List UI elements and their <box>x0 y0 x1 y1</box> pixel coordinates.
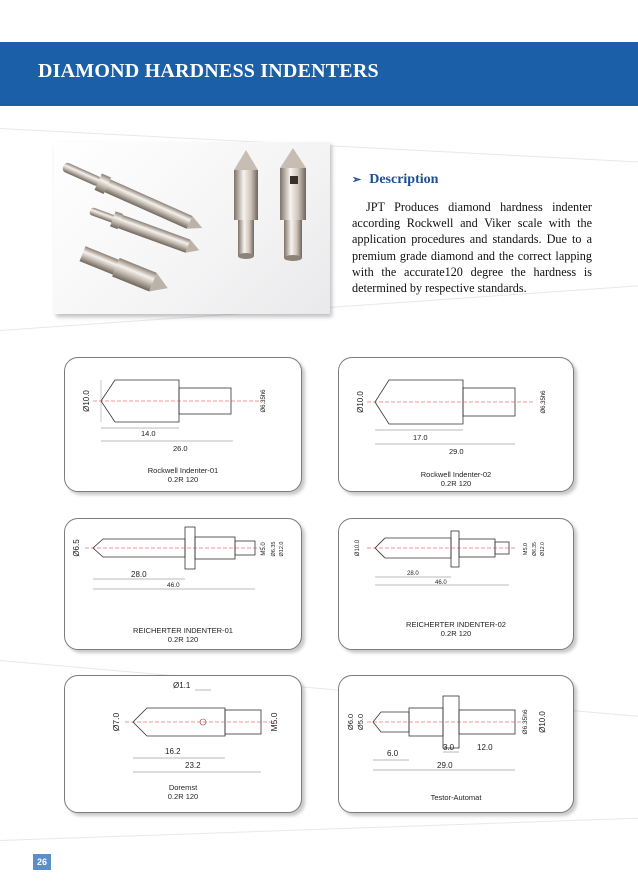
drawing-testor-automat <box>339 676 573 812</box>
dim-tip-diameter: Ø6.0 <box>346 713 355 731</box>
drawing-card-rockwell-02 <box>338 357 574 492</box>
dim-diameter: Ø10.0 <box>82 390 91 412</box>
page-header <box>0 42 638 106</box>
description-text: JPT Produces diamond hardness indenter according Rockwell and Viker scale with the application procedures and standards. Due to a premium grade diamond and the correct lapping with the accurate120 degree the hardness is determined by respective standards. <box>352 200 592 296</box>
dim-body-diameter: Ø5.0 <box>356 713 365 731</box>
drawing-caption: Doremst 0.2R 120 <box>167 783 199 801</box>
dim-collar: Ø10.0 <box>538 711 547 733</box>
dim-shank: Ø6.35 <box>532 542 538 556</box>
indenters-photo-illustration <box>54 142 330 314</box>
product-photo <box>54 142 330 314</box>
drawing-caption: Testor-Automat <box>430 793 482 802</box>
description-heading: ➢ Description <box>352 172 439 187</box>
dim-thread: M5.0 <box>269 712 279 732</box>
drawing-card-doremst <box>64 675 302 813</box>
dim-shank: Ø6.35h6 <box>522 709 529 735</box>
background-line <box>0 816 638 841</box>
dim-shank: Ø6.35h6 <box>261 389 267 413</box>
dim-thread: M5.0 <box>523 542 529 556</box>
dim-length-total: 26.0 <box>173 444 188 453</box>
dim-diameter: Ø7.0 <box>111 712 121 732</box>
dim-thread: M5.0 <box>261 542 267 556</box>
dim-length-total: 46.0 <box>435 580 447 586</box>
dim-length-short: 28.0 <box>407 571 419 577</box>
drawing-card-reicherter-02 <box>338 518 574 650</box>
dim-length-short: 28.0 <box>131 570 147 579</box>
dim-length-shank: 12.0 <box>477 743 493 752</box>
dim-diameter: Ø6.5 <box>72 539 81 557</box>
dim-length-short: 16.2 <box>165 747 181 756</box>
page-title: DIAMOND HARDNESS INDENTERS <box>38 60 379 82</box>
drawing-caption: Rockwell Indenter-01 0.2R 120 <box>147 466 219 484</box>
dim-length-short: 17.0 <box>413 433 428 442</box>
drawing-card-testor-automat <box>338 675 574 813</box>
page-number: 26 <box>33 854 51 870</box>
dim-length-total: 23.2 <box>185 761 201 770</box>
dim-length-total: 29.0 <box>437 761 453 770</box>
arrow-bullet-icon: ➢ <box>352 174 362 186</box>
dim-shank: Ø6.35h6 <box>541 390 547 414</box>
dim-collar: Ø12.0 <box>279 541 285 557</box>
dim-diameter: Ø10.0 <box>355 539 361 557</box>
drawing-caption: Rockwell Indenter-02 0.2R 120 <box>420 470 492 488</box>
dim-length-tip: 6.0 <box>387 749 399 758</box>
drawing-card-reicherter-01 <box>64 518 302 650</box>
dim-length-total: 29.0 <box>449 447 464 456</box>
dim-hole: Ø1.1 <box>173 681 191 690</box>
dim-length-total: 46.0 <box>167 582 180 589</box>
drawing-caption: REICHERTER INDENTER-02 0.2R 120 <box>406 620 506 638</box>
dim-collar: Ø12.0 <box>540 542 546 556</box>
drawing-caption: REICHERTER INDENTER-01 0.2R 120 <box>133 626 233 644</box>
dim-shank: Ø6.35 <box>271 541 277 557</box>
dim-length-short: 14.0 <box>141 429 156 438</box>
dim-diameter: Ø10.0 <box>356 391 365 413</box>
dim-length-collar: 3.0 <box>443 743 455 752</box>
drawing-card-rockwell-01 <box>64 357 302 492</box>
